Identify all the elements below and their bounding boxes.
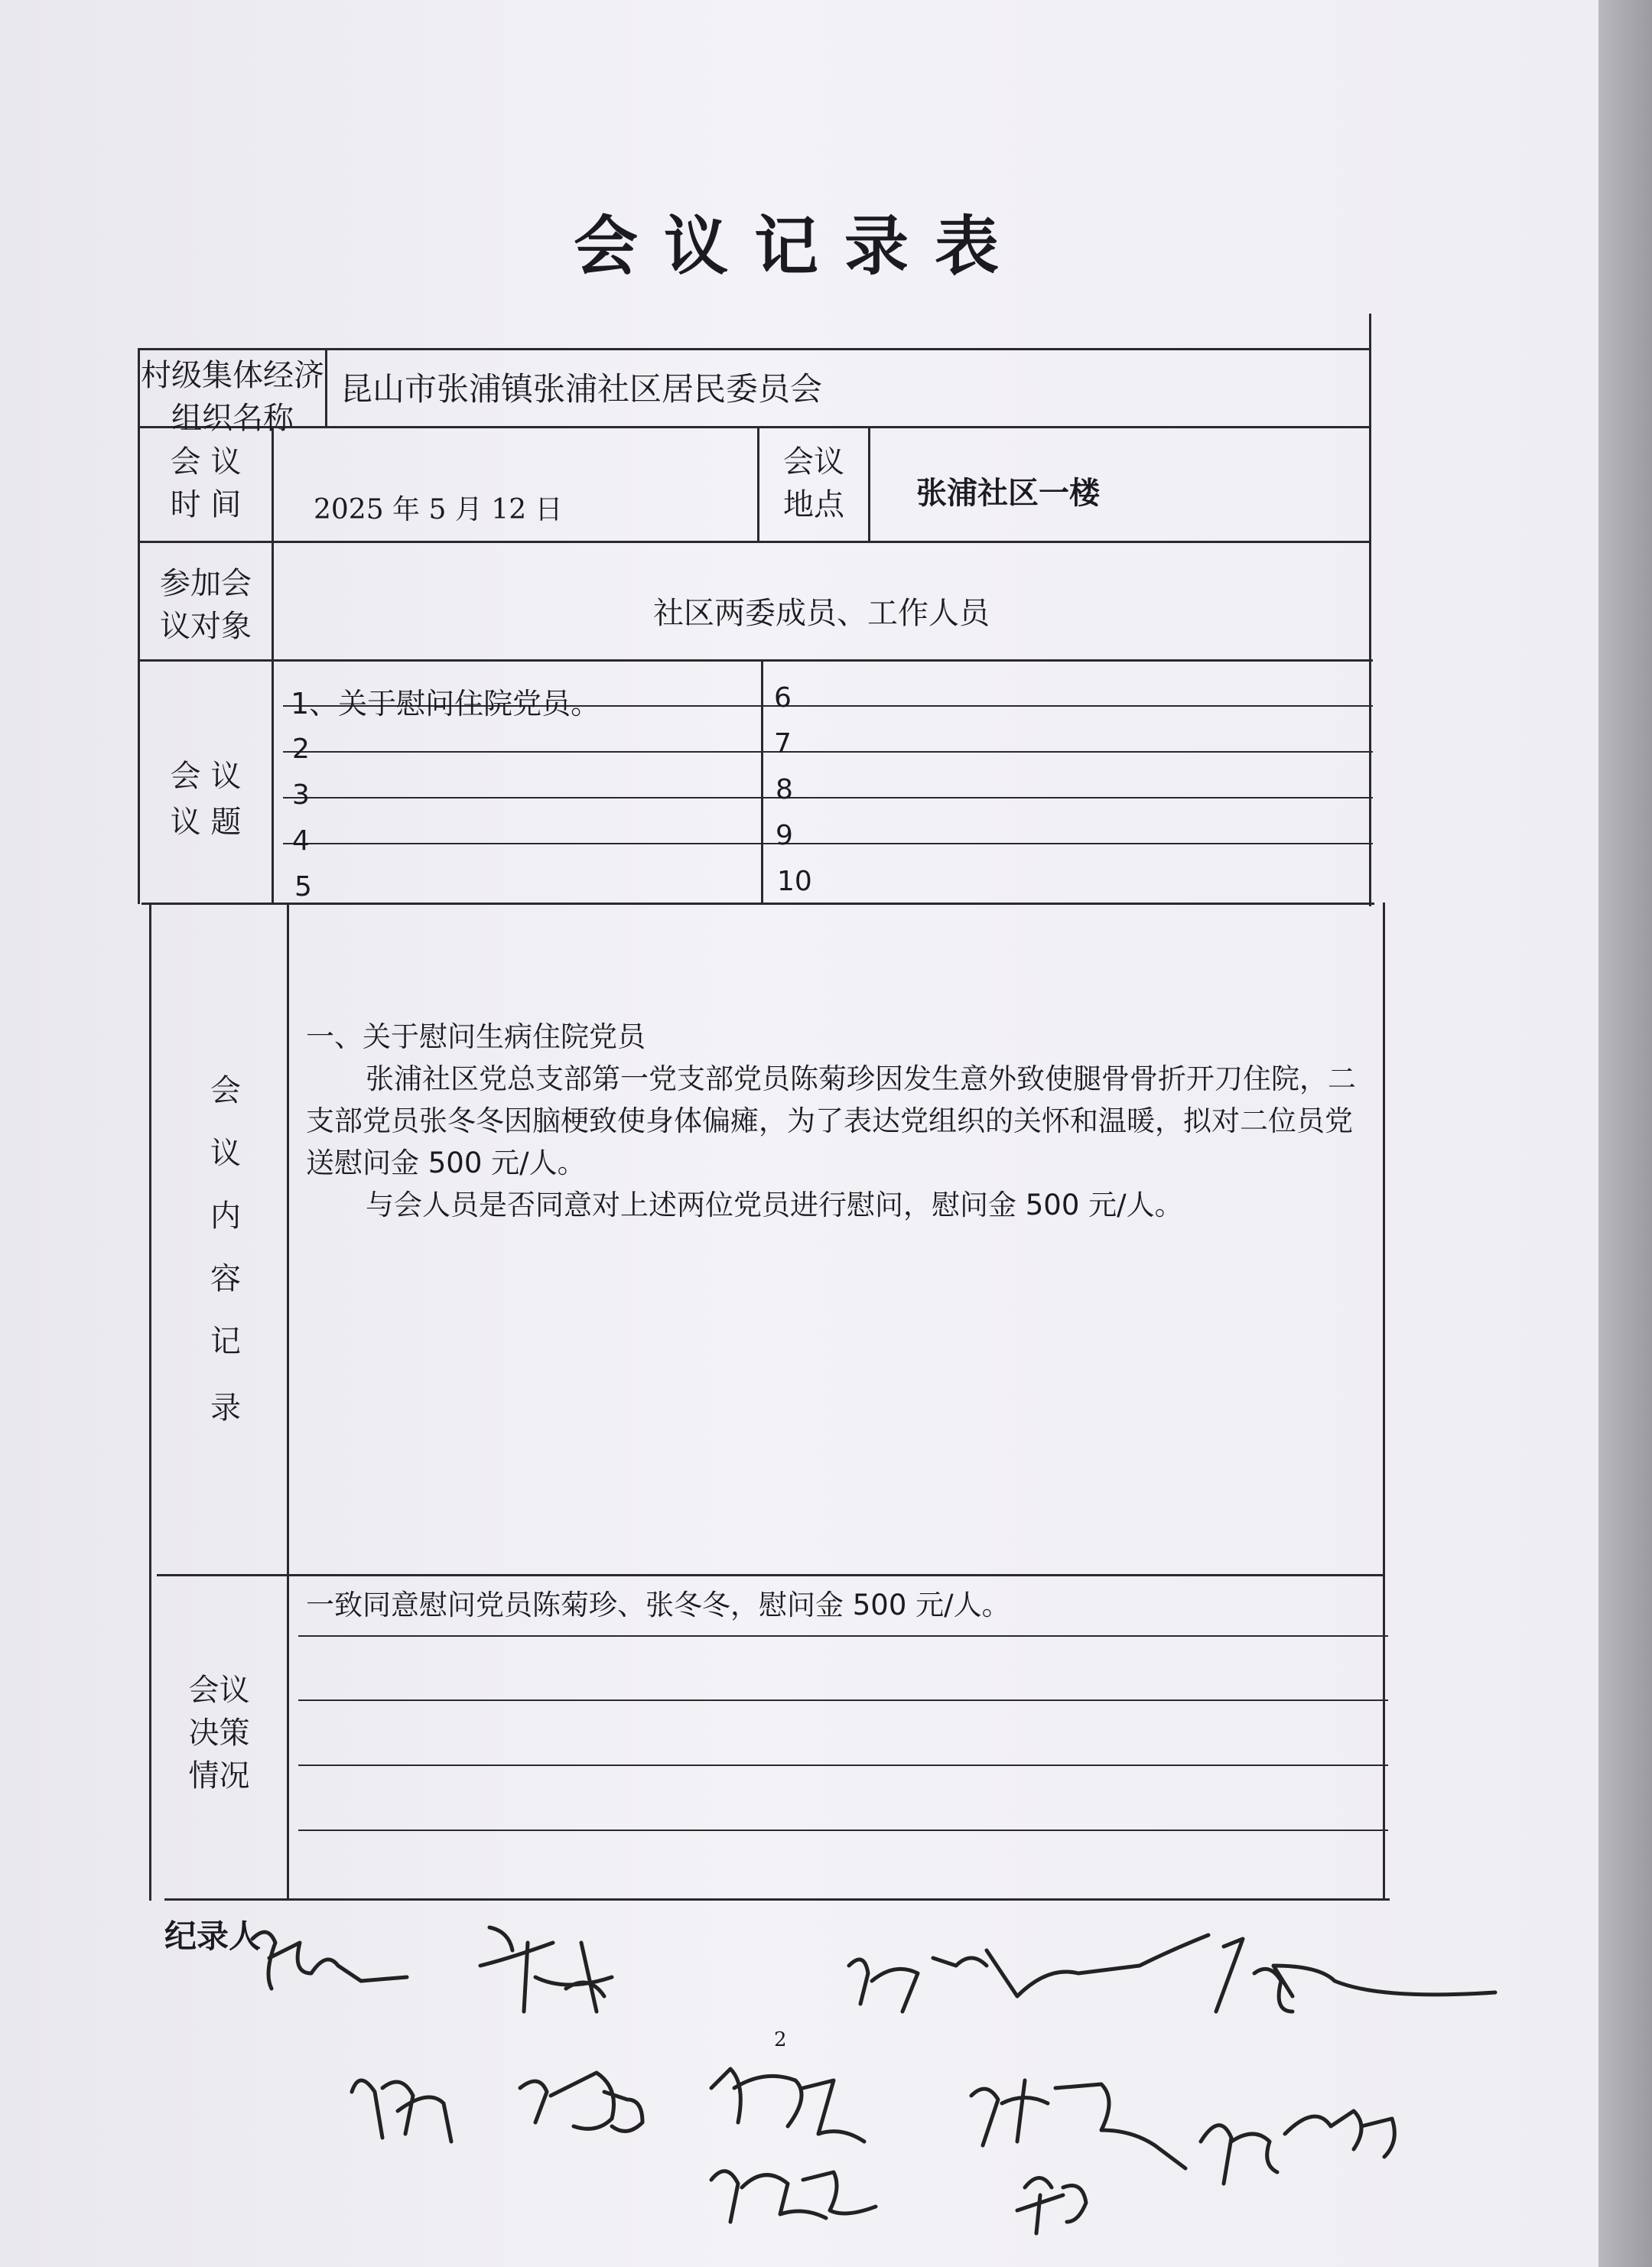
topic-item: 4 <box>292 825 310 857</box>
document-title: 会议记录表 <box>573 209 1025 284</box>
place-label: 会议 地点 <box>783 444 844 522</box>
topic-item: 1、关于慰问住院党员。 <box>291 687 600 720</box>
attendees-label: 参加会 议对象 <box>160 566 252 644</box>
content-label-char: 会 <box>210 1073 241 1108</box>
meeting-place: 张浦社区一楼 <box>916 476 1100 511</box>
content-paragraph: 张浦社区党总支部第一党支部党员陈菊珍因发生意外致使腿骨骨折开刀住院，二支部党员张冬冬因脑梗致使身体偏瘫，为了表达党组织的关怀和温暖，拟对二位员党送慰问金 500 元/人。 <box>306 1062 1356 1179</box>
topics-label: 会 议 议 题 <box>170 759 242 840</box>
decision-label: 会议 决策 情况 <box>188 1673 250 1794</box>
topic-item: 7 <box>774 728 792 759</box>
topic-item: 2 <box>292 733 310 765</box>
meeting-time: 2025 年 5 月 12 日 <box>314 494 563 525</box>
decision-text: 一致同意慰问党员陈菊珍、张冬冬，慰问金 500 元/人。 <box>306 1589 1010 1621</box>
topic-item: 3 <box>292 779 310 811</box>
org-name: 昆山市张浦镇张浦社区居民委员会 <box>340 370 823 408</box>
page-mark: 2 <box>774 2028 787 2051</box>
content-paragraph: 与会人员是否同意对上述两位党员进行慰问，慰问金 500 元/人。 <box>366 1189 1183 1221</box>
topic-item: 6 <box>774 682 792 714</box>
time-label: 会 议 时 间 <box>170 444 242 522</box>
page-edge <box>1598 0 1652 2267</box>
topic-item: 8 <box>776 774 793 805</box>
content-label-char: 内 <box>210 1199 241 1234</box>
content-label-char: 容 <box>210 1261 241 1296</box>
content-label-char: 记 <box>210 1324 241 1359</box>
org-label: 村级集体经济组织名称 <box>141 358 324 436</box>
attendees-value: 社区两委成员、工作人员 <box>653 596 990 631</box>
topic-item: 10 <box>777 866 812 897</box>
topic-item: 5 <box>294 871 312 903</box>
content-label-char: 录 <box>210 1390 241 1426</box>
content-label-char: 议 <box>210 1136 241 1171</box>
topic-item: 9 <box>776 820 793 851</box>
recorder-label: 纪录人 <box>164 1917 262 1955</box>
content-heading: 一、关于慰问生病住院党员 <box>306 1020 646 1053</box>
